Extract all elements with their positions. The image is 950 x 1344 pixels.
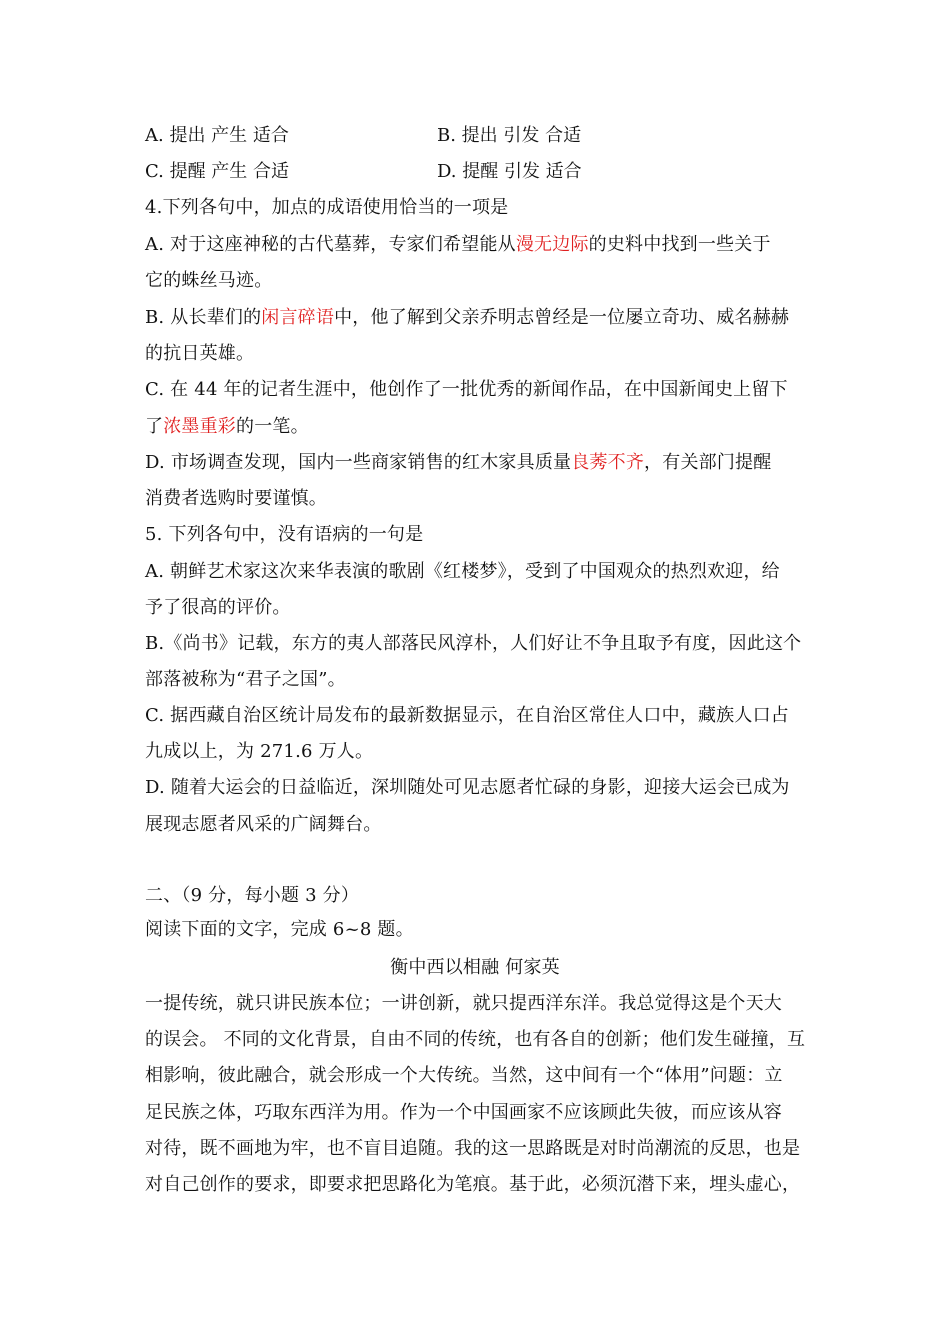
idiom-highlight: 良莠不齐 (571, 452, 645, 473)
idiom-highlight: 浓墨重彩 (163, 416, 237, 437)
q4-option-c-line-2: 了浓墨重彩的一笔。 (145, 416, 309, 437)
article-line-2: 的误会。 不同的文化背景，自由不同的传统，也有各自的创新；他们发生碰撞，互 (145, 1029, 806, 1050)
q4-option-c-line-1: C. 在 44 年的记者生涯中，他创作了一批优秀的新闻作品，在中国新闻史上留下 (145, 379, 788, 400)
q4-option-a-line-1: A. 对于这座神秘的古代墓葬，专家们希望能从漫无边际的史料中找到一些关于 (145, 234, 771, 255)
question-5-stem: 5. 下列各句中，没有语病的一句是 (145, 524, 424, 545)
idiom-highlight: 闲言碎语 (261, 307, 335, 328)
article-line-4: 足民族之体，巧取东西洋为用。作为一个中国画家不应该顾此失彼，而应该从容 (145, 1102, 782, 1123)
reading-instruction: 阅读下面的文字，完成 6~8 题。 (145, 919, 414, 940)
article-line-1: 一提传统，就只讲民族本位；一讲创新，就只提西洋东洋。我总觉得这是个天大 (145, 993, 782, 1014)
option-c: C. 提醒 产生 合适 (145, 161, 290, 182)
section-heading: 二、（9 分，每小题 3 分） (145, 885, 360, 906)
article-line-3: 相影响，彼此融合，就会形成一个大传统。当然，这中间有一个“体用”问题：立 (145, 1065, 783, 1086)
option-d: D. 提醒 引发 适合 (437, 161, 582, 182)
q5-option-a-line-1: A. 朝鲜艺术家这次来华表演的歌剧《红楼梦》，受到了中国观众的热烈欢迎，给 (145, 561, 780, 582)
q4-option-a-line-2: 它的蛛丝马迹。 (145, 270, 273, 291)
q5-option-d-line-2: 展现志愿者风采的广阔舞台。 (145, 814, 382, 835)
article-line-5: 对待，既不画地为牢，也不盲目追随。我的这一思路既是对时尚潮流的反思，也是 (145, 1138, 801, 1159)
q5-option-b-line-1: B.《尚书》记载，东方的夷人部落民风淳朴，人们好让不争且取予有度，因此这个 (145, 633, 802, 654)
q4-option-d-line-2: 消费者选购时要谨慎。 (145, 488, 327, 509)
q4-option-b-line-2: 的抗日英雄。 (145, 343, 255, 364)
q4-option-d-line-1: D. 市场调查发现，国内一些商家销售的红木家具质量良莠不齐，有关部门提醒 (145, 452, 772, 473)
article-title: 衡中西以相融 何家英 (390, 957, 560, 978)
q5-option-c-line-2: 九成以上，为 271.6 万人。 (145, 741, 374, 762)
q4-option-b-line-1: B. 从长辈们的闲言碎语中，他了解到父亲乔明志曾经是一位屡立奇功、威名赫赫 (145, 307, 790, 328)
option-b: B. 提出 引发 合适 (437, 125, 582, 146)
idiom-highlight: 漫无边际 (515, 234, 589, 255)
q5-option-d-line-1: D. 随着大运会的日益临近，深圳随处可见志愿者忙碌的身影，迎接大运会已成为 (145, 777, 790, 798)
question-4-stem: 4.下列各句中，加点的成语使用恰当的一项是 (145, 197, 509, 218)
article-line-6: 对自己创作的要求，即要求把思路化为笔痕。基于此，必须沉潜下来，埋头虚心， (145, 1174, 801, 1195)
option-a: A. 提出 产生 适合 (145, 125, 289, 146)
q5-option-a-line-2: 予了很高的评价。 (145, 597, 291, 618)
q5-option-c-line-1: C. 据西藏自治区统计局发布的最新数据显示，在自治区常住人口中，藏族人口占 (145, 705, 789, 726)
q5-option-b-line-2: 部落被称为“君子之国”。 (145, 669, 346, 690)
